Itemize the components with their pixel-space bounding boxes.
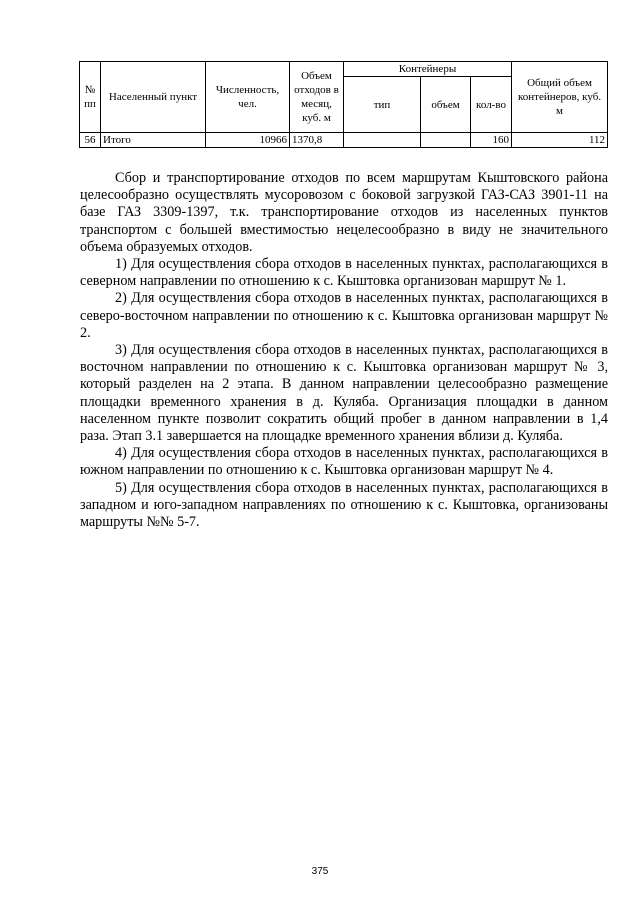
- header-container-volume: объем: [421, 77, 471, 133]
- page-number: 375: [311, 866, 329, 877]
- cell-container-type: [344, 133, 421, 148]
- cell-num: 56: [80, 133, 101, 148]
- cell-total-volume: 112: [512, 133, 608, 148]
- header-container-type: тип: [344, 77, 421, 133]
- header-num: № пп: [80, 62, 101, 133]
- table-row: [80, 133, 608, 148]
- header-container-count: кол-во: [471, 77, 512, 133]
- cell-container-volume: [421, 133, 471, 148]
- cell-container-count: 160: [471, 133, 512, 148]
- paragraph-route-2: 2) Для осуществления сбора отходов в населенных пунктах, располагающихся в северо-восточном направлении по отношению к с. Кыштовка организован маршрут № 2.: [80, 290, 608, 341]
- paragraph-route-4: 4) Для осуществления сбора отходов в населенных пунктах, располагающихся в южном направлении по отношению к с. Кыштовка организован маршрут № 4.: [80, 445, 608, 479]
- header-total-volume: Общий объем контейнеров, куб. м: [512, 62, 608, 133]
- waste-table: [79, 61, 608, 148]
- cell-population: 10966: [206, 133, 290, 148]
- header-population: Численность, чел.: [206, 62, 290, 133]
- cell-waste-volume: 1370,8: [290, 133, 344, 148]
- paragraph-intro: Сбор и транспортирование отходов по всем маршрутам Кыштовского района целесообразно осуществлять мусоровозом с боковой загрузкой ГАЗ-САЗ 3901-11 на базе ГАЗ 3309-1397, т.к. транспортирование отходов из населенных пунктов транспортом с большей вместимостью нецелесообразно в виду не значительного объема образуемых отходов.: [80, 170, 608, 255]
- paragraph-route-5: 5) Для осуществления сбора отходов в населенных пунктах, располагающихся в западном и юго-западном направлениях по отношению к с. Кыштовка, организованы маршруты №№ 5-7.: [80, 479, 608, 531]
- body-text: [80, 170, 608, 531]
- header-waste-volume: Объем отходов в месяц, куб. м: [290, 62, 344, 133]
- paragraph-route-1: 1) Для осуществления сбора отходов в населенных пунктах, располагающихся в северном направлении по отношению к с. Кыштовка организован маршрут № 1.: [80, 256, 608, 290]
- paragraph-route-3: 3) Для осуществления сбора отходов в населенных пунктах, располагающихся в восточном направлении по отношению к с. Кыштовка организован маршрут № 3, который разделен на 2 этапа. В данном направлении целесообразно размещение площадки временного хранения в д. Куляба. Организация площадки в данном населенном пункте позволит сократить общий пробег в данном направлении в 1,4 раза. Этап 3.1 завершается на площадке временного хранения вблизи д. Куляба.: [80, 342, 608, 445]
- cell-settlement: Итого: [101, 133, 206, 148]
- header-settlement: Населенный пункт: [101, 62, 206, 133]
- header-containers: Контейнеры: [344, 62, 512, 77]
